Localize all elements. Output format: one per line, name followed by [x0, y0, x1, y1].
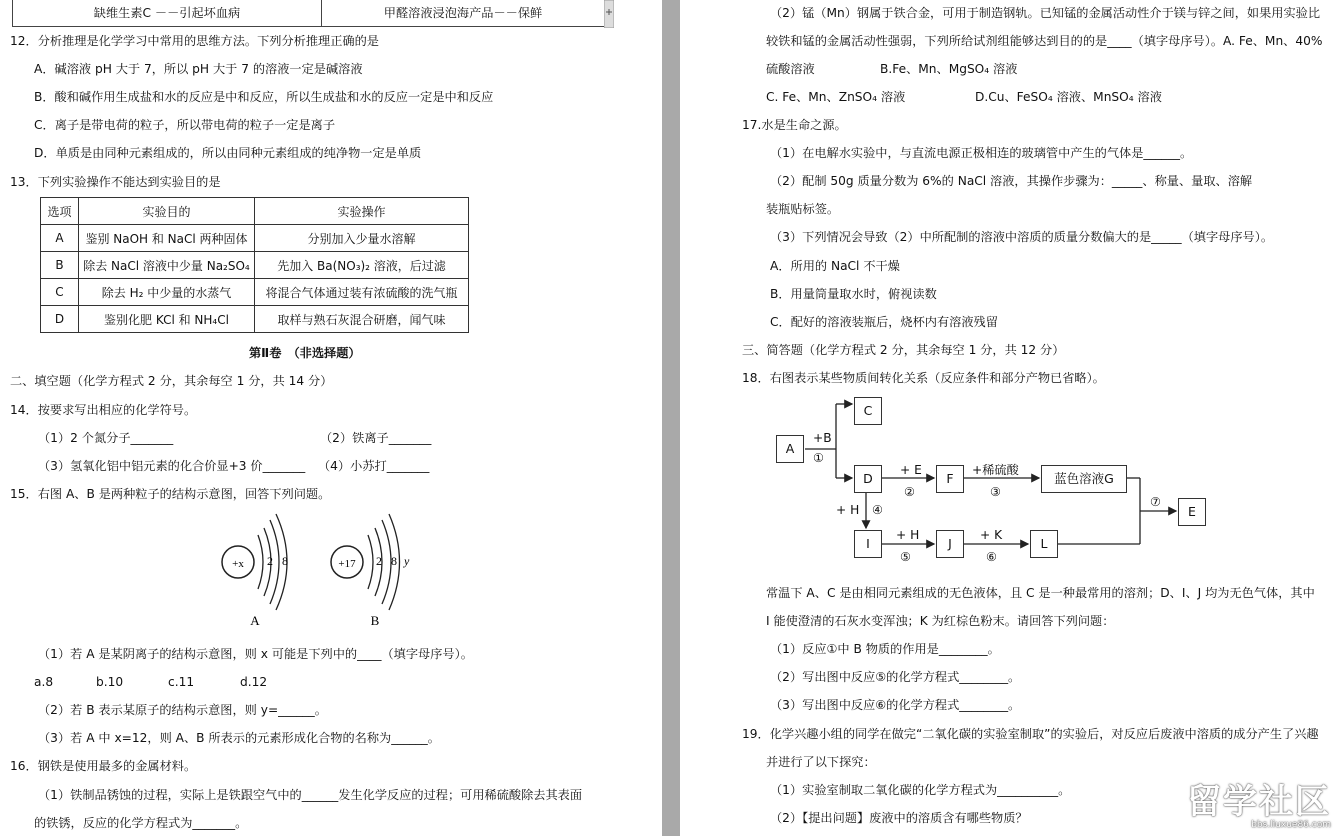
q14-stem: 14．按要求写出相应的化学符号。 [10, 403, 197, 417]
q18-part-2: （2）写出图中反应⑤的化学方程式________。 [770, 670, 1021, 684]
q17-part-3: （3）下列情况会导致（2）中所配制的溶液中溶质的质量分数偏大的是_____（填字母序号）。 [770, 230, 1274, 244]
q13-stem: 13．下列实验操作不能达到实验目的是 [10, 175, 221, 189]
q17-stem: 17.水是生命之源。 [742, 118, 847, 132]
atom-structure-diagram [210, 510, 440, 630]
q16-option-a-cont: 硫酸溶液 [766, 62, 815, 76]
node-i: I [854, 530, 882, 558]
edge-num-3: ③ [990, 485, 1001, 499]
q15-stem: 15．右图 A、B 是两种粒子的结构示意图，回答下列问题。 [10, 487, 331, 501]
q14-part-2: （2）铁离子_______ [320, 431, 432, 445]
table-cell: 取样与熟石灰混合研磨，闻气味 [255, 306, 469, 333]
q18-description-1: 常温下 A、C 是由相同元素组成的无色液体，且 C 是一种最常用的溶剂；D、I、J 均为无色气体，其中 [766, 586, 1315, 600]
table-row [41, 225, 469, 252]
edge-label-2: + E [900, 463, 922, 477]
q17-part-1: （1）在电解水实验中，与直流电源正极相连的玻璃管中产生的气体是______。 [770, 146, 1193, 160]
atom-a-nucleus: +x [232, 558, 244, 570]
q18-description-2: I 能使澄清的石灰水变浑浊；K 为红棕色粉末。请回答下列问题： [766, 614, 1115, 628]
q19-part-2: （2）【提出问题】废液中的溶质含有哪些物质？ [770, 811, 1028, 825]
q18-flow-diagram-lines [770, 392, 1220, 572]
q12-option-d: D．单质是由同种元素组成的，所以由同种元素组成的纯净物一定是单质 [34, 146, 422, 160]
top-table-cell-2: 甲醛溶液浸泡海产品－－保鲜 [321, 0, 606, 27]
q12-option-c: C．离子是带电荷的粒子，所以带电荷的粒子一定是离子 [34, 118, 336, 132]
q15-option-c: c.11 [168, 675, 195, 689]
table-header: 选项 [41, 198, 79, 225]
q16-option-c: C. Fe、Mn、ZnSO₄ 溶液 [766, 90, 906, 104]
left-page [0, 0, 662, 836]
watermark-url: bbs.liuxue86.com [1251, 820, 1331, 830]
q19-stem-cont: 并进行了以下探究： [766, 755, 876, 769]
q15-part-1: （1）若 A 是某阴离子的结构示意图，则 x 可能是下列中的____（填字母序号）。 [38, 647, 473, 661]
atom-b-shell-1: 2 [376, 554, 382, 568]
edge-num-2: ② [904, 485, 915, 499]
q16-part-1-cont: 的铁锈，反应的化学方程式为_______。 [34, 816, 248, 830]
q16-part-2-line-2: 较铁和锰的金属活动性强弱，下列所给试剂组能够达到目的的是____（填字母序号）。A. Fe、Mn、40% [766, 34, 1323, 48]
atom-b-shell-3: y [404, 554, 410, 568]
section-2-title: 二、填空题（化学方程式 2 分，其余每空 1 分，共 14 分） [10, 374, 333, 388]
table-header: 实验操作 [255, 198, 469, 225]
node-d: D [854, 465, 882, 493]
node-f: F [936, 465, 964, 493]
q16-option-b: B.Fe、Mn、MgSO₄ 溶液 [880, 62, 1018, 76]
q15-option-b: b.10 [96, 675, 124, 689]
atom-a-label: A [250, 613, 260, 628]
table-row [41, 306, 469, 333]
q15-part-2: （2）若 B 表示某原子的结构示意图，则 y=______。 [38, 703, 327, 717]
q19-part-1: （1）实验室制取二氧化碳的化学方程式为__________。 [770, 783, 1071, 797]
edge-label-6: + K [980, 528, 1003, 542]
q18-part-1: （1）反应①中 B 物质的作用是________。 [770, 642, 1000, 656]
edge-num-7: ⑦ [1150, 495, 1161, 509]
edge-num-1: ① [813, 451, 824, 465]
table-cell: 鉴别 NaOH 和 NaCl 两种固体 [79, 225, 255, 252]
table-cell: C [41, 279, 79, 306]
q14-part-3: （3）氢氧化铝中铝元素的化合价显+3 价_______ [38, 459, 306, 473]
table-header-row [41, 198, 469, 225]
atom-a-shell-1: 2 [267, 554, 273, 568]
q13-table [40, 197, 469, 333]
q18-stem: 18．右图表示某些物质间转化关系（反应条件和部分产物已省略）。 [742, 371, 1105, 385]
edge-num-5: ⑤ [900, 550, 911, 564]
edge-num-4: ④ [872, 503, 883, 517]
q17-part-2-cont: 装瓶贴标签。 [766, 202, 840, 216]
q16-stem: 16．钢铁是使用最多的金属材料。 [10, 759, 197, 773]
edge-num-6: ⑥ [986, 550, 997, 564]
table-cell: D [41, 306, 79, 333]
watermark [1187, 784, 1331, 830]
edge-label-4: + H [836, 503, 860, 517]
table-cell: 除去 NaCl 溶液中少量 Na₂SO₄ [79, 252, 255, 279]
watermark-title: 留学社区 [1187, 782, 1331, 822]
atom-b-shell-2: 8 [391, 554, 397, 568]
node-e: E [1178, 498, 1206, 526]
q17-option-b: B．用量筒量取水时，俯视读数 [770, 287, 937, 301]
q16-option-d: D.Cu、FeSO₄ 溶液、MnSO₄ 溶液 [975, 90, 1162, 104]
atom-b-label: B [370, 613, 380, 628]
table-cell: 分别加入少量水溶解 [255, 225, 469, 252]
right-page [680, 0, 1337, 836]
q16-part-1: （1）铁制品锈蚀的过程，实际上是铁跟空气中的______发生化学反应的过程；可用稀硫酸除去其表面 [38, 788, 583, 802]
node-j: J [936, 530, 964, 558]
q15-option-d: d.12 [240, 675, 268, 689]
node-l: L [1030, 530, 1058, 558]
table-cell: B [41, 252, 79, 279]
add-row-icon[interactable] [604, 0, 614, 28]
q15-part-3: （3）若 A 中 x=12，则 A、B 所表示的元素形成化合物的名称为______。 [38, 731, 440, 745]
q19-stem: 19．化学兴趣小组的同学在做完“二氧化碳的实验室制取”的实验后，对反应后废液中溶质的成分产生了兴趣 [742, 727, 1319, 741]
table-cell: 先加入 Ba(NO₃)₂ 溶液，后过滤 [255, 252, 469, 279]
table-cell: A [41, 225, 79, 252]
q12-option-b: B．酸和碱作用生成盐和水的反应是中和反应，所以生成盐和水的反应一定是中和反应 [34, 90, 494, 104]
node-a: A [776, 435, 804, 463]
edge-label-1: +B [813, 431, 832, 445]
q18-part-3: （3）写出图中反应⑥的化学方程式________。 [770, 698, 1021, 712]
part-title: 第Ⅱ卷 （非选择题） [249, 346, 361, 360]
edge-label-3: +稀硫酸 [972, 463, 1019, 477]
table-cell: 将混合气体通过装有浓硫酸的洗气瓶 [255, 279, 469, 306]
q15-option-a: a.8 [34, 675, 54, 689]
section-3-title: 三、简答题（化学方程式 2 分，其余每空 1 分，共 12 分） [742, 343, 1065, 357]
edge-label-5: + H [896, 528, 920, 542]
table-cell: 除去 H₂ 中少量的水蒸气 [79, 279, 255, 306]
q17-option-a: A．所用的 NaCl 不干燥 [770, 259, 900, 273]
table-cell: 鉴别化肥 KCl 和 NH₄Cl [79, 306, 255, 333]
node-c: C [854, 397, 882, 425]
table-header: 实验目的 [79, 198, 255, 225]
q17-part-2: （2）配制 50g 质量分数为 6%的 NaCl 溶液，其操作步骤为：_____、称量、量取、溶解 [770, 174, 1253, 188]
q16-part-2-line-1: （2）锰（Mn）钢属于铁合金，可用于制造钢轨。已知锰的金属活动性介于镁与锌之间，如果用实验比 [770, 6, 1321, 20]
q14-part-4: （4）小苏打_______ [318, 459, 430, 473]
table-row [41, 252, 469, 279]
atom-a-shell-2: 8 [282, 554, 288, 568]
q17-option-c: C．配好的溶液装瓶后，烧杯内有溶液残留 [770, 315, 998, 329]
table-row [41, 279, 469, 306]
q12-option-a: A．碱溶液 pH 大于 7，所以 pH 大于 7 的溶液一定是碱溶液 [34, 62, 363, 76]
q12-stem: 12．分析推理是化学学习中常用的思维方法。下列分析推理正确的是 [10, 34, 379, 48]
top-table-cell-1: 缺维生素C －－引起坏血病 [12, 0, 322, 27]
node-g: 蓝色溶液G [1041, 465, 1127, 493]
atom-b-nucleus: +17 [338, 558, 356, 570]
q14-part-1: （1）2 个氮分子_______ [38, 431, 174, 445]
